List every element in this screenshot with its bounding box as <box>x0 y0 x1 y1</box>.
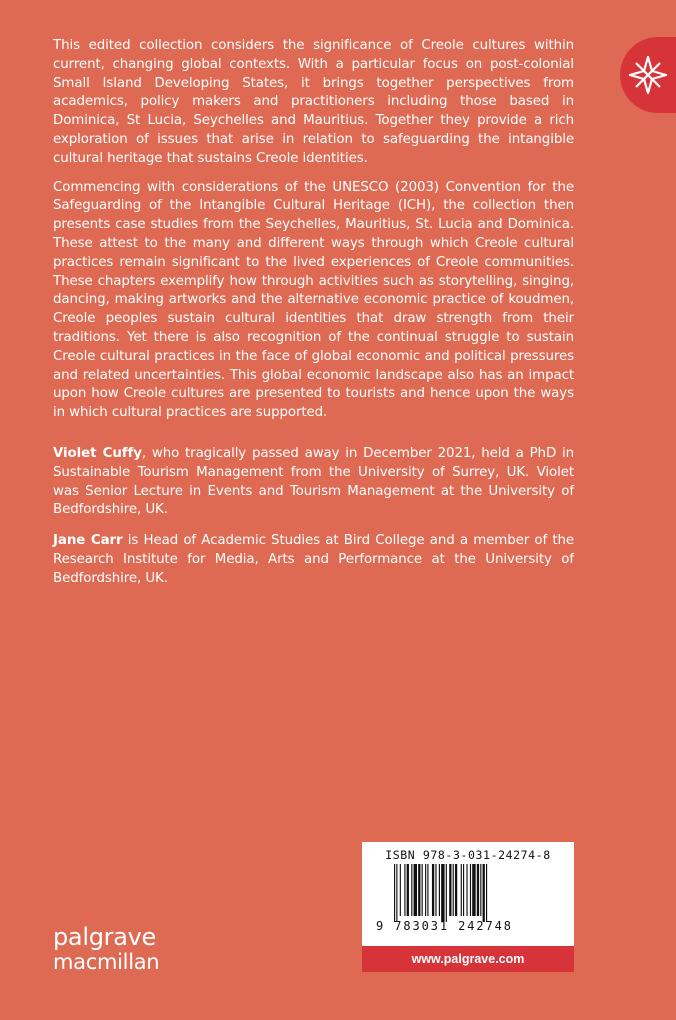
bio-text: is Head of Academic Studies at Bird College and a member of the Research Institute for Media, Arts and Performance at the University of Bedfordshire, UK. <box>53 533 575 586</box>
logo-line-macmillan: macmillan <box>53 950 160 974</box>
barcode-icon <box>394 864 544 922</box>
bio-name: Violet Cuffy <box>53 445 142 461</box>
publisher-badge <box>620 37 676 113</box>
description-paragraph-1: This edited collection considers the significance of Creole cultures within current, changing global contexts. With a particular focus on post-colonial Small Island Developing States, it brings together perspectives from academics, policy makers and practitioners including those based in Dominica, St Lucia, Seychelles and Mauritius. Together they provide a rich exploration of issues that arise in relation to safeguarding the intangible cultural heritage that sustains Creole identities. <box>53 38 574 166</box>
publisher-logo <box>53 925 159 973</box>
logo-line-palgrave: palgrave <box>53 923 156 951</box>
palgrave-flower-logo-icon <box>626 53 670 97</box>
back-cover-text <box>53 37 574 601</box>
bio-name: Jane Carr <box>53 533 123 549</box>
bio-text: , who tragically passed away in December 2021, held a PhD in Sustainable Tourism Management from the University of Surrey, UK. Violet was Senior Lecture in Events and Tourism Management at the University of Bedfordshire, UK. <box>53 445 574 518</box>
publisher-url: www.palgrave.com <box>362 946 574 972</box>
barcode-panel <box>362 842 574 972</box>
description-paragraph-2: Commencing with considerations of the UNESCO (2003) Convention for the Safeguarding of the Intangible Cultural Heritage (ICH), the collection then presents case studies from the Seychelles, Mauritius, St. Lucia and Dominica. These attest to the many and different ways through which Creole cultural practices remain significant to the lived experiences of Creole communities. These chapters exemplify how through activities such as storytelling, singing, dancing, making artworks and the alternative economic practice of koudmen, Creole peoples sustain cultural identities that draw strength from their traditions. Yet there is also recognition of the continual struggle to sustain Creole cultural practices in the face of global economic and political pressures and related uncertainties. This global economic landscape also has an impact upon how Creole cultures are presented to tourists and hence upon the ways in which cultural practices are supported. <box>53 179 574 421</box>
isbn-label: ISBN 978-3-031-24274-8 <box>385 848 551 862</box>
author-bios <box>53 445 574 589</box>
bio-violet-cuffy <box>53 445 574 520</box>
barcode-digits: 9 783031 242748 <box>376 919 513 933</box>
bio-jane-carr <box>53 532 574 588</box>
